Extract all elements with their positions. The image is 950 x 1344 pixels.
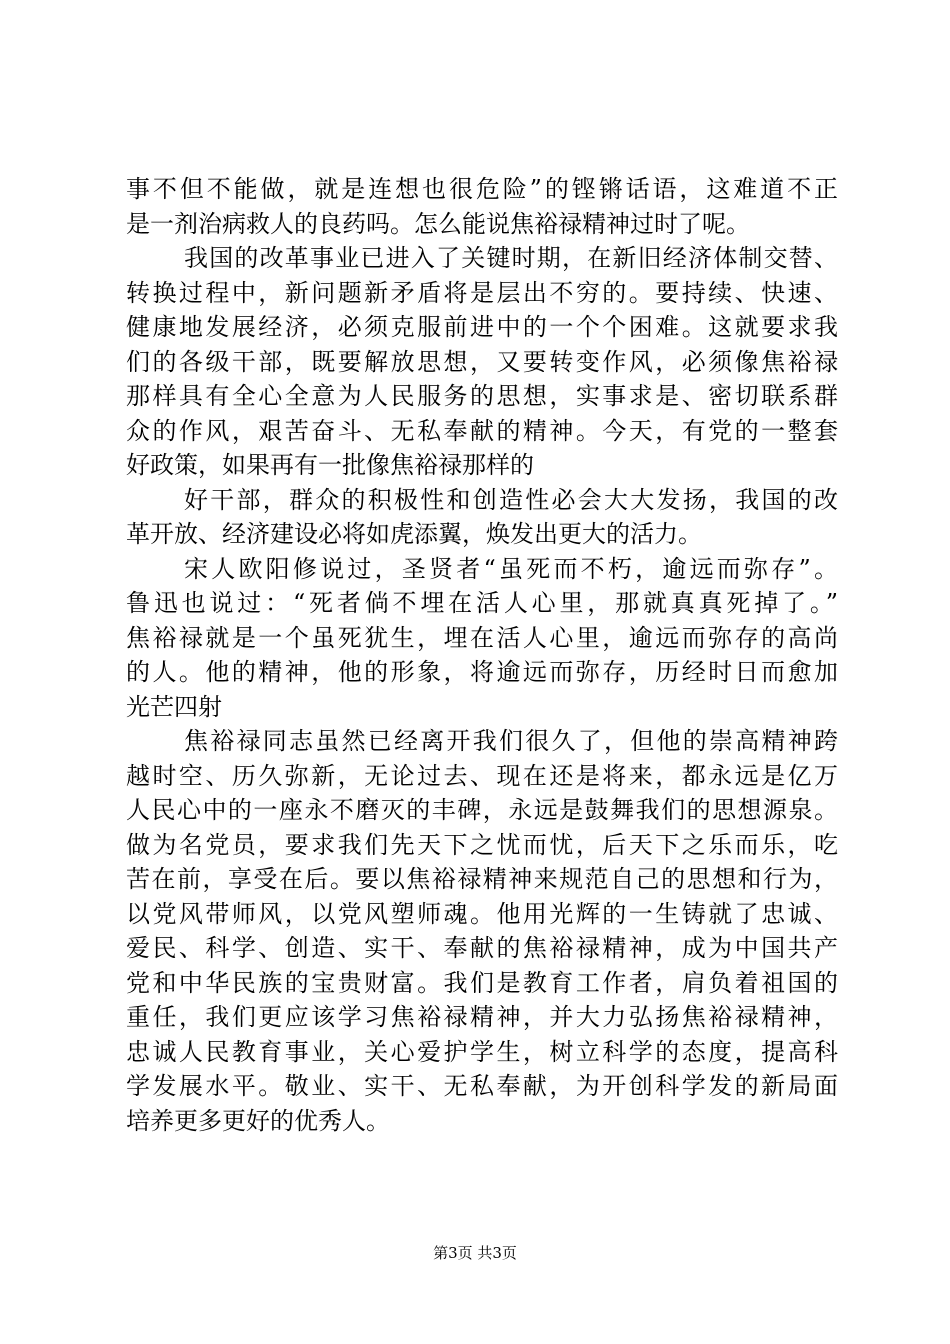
paragraph-first-line: 好干部，群众的积极性和创造性必会大大发扬，我国的改: [184, 485, 838, 514]
text-line: 是一剂治病救人的良药吗。怎么能说焦裕禄精神过时了呢。: [126, 209, 750, 238]
text-line: 好政策，如果再有一批像焦裕禄那样的: [126, 451, 534, 479]
text-line: 学发展水平。敬业、实干、无私奉献，为开创科学发的新局面: [126, 1072, 838, 1100]
text-line: 忠诚人民教育事业，关心爱护学生，树立科学的态度，提高科: [126, 1037, 838, 1066]
paragraph-first-line: 宋人欧阳修说过，圣贤者“虽死而不朽，逾远而弥存”。: [184, 554, 838, 583]
text-line: 众的作风，艰苦奋斗、无私奉献的精神。今天，有党的一整套: [126, 416, 838, 445]
text-line: 的人。他的精神，他的形象，将逾远而弥存，历经时日而愈加: [126, 658, 838, 686]
paragraph-first-line: 我国的改革事业已进入了关键时期，在新旧经济体制交替、: [184, 244, 838, 272]
text-line: 健康地发展经济，必须克服前进中的一个个困难。这就要求我: [126, 313, 838, 341]
text-line: 培养更多更好的优秀人。: [126, 1106, 390, 1135]
page-number-footer: 第3页 共3页: [433, 1244, 517, 1262]
text-line: 苦在前，享受在后。要以焦裕禄精神来规范自己的思想和行为，: [126, 865, 838, 893]
text-line: 光芒四射: [126, 692, 222, 721]
text-line: 做为名党员，要求我们先天下之忧而忧，后天下之乐而乐，吃: [126, 830, 838, 859]
text-line: 党和中华民族的宝贵财富。我们是教育工作者，肩负着祖国的: [126, 968, 838, 997]
text-line: 越时空、历久弥新，无论过去、现在还是将来，都永远是亿万: [126, 761, 838, 790]
text-line: 革开放、经济建设必将如虎添翼，焕发出更大的活力。: [126, 520, 702, 548]
text-line: 爱民、科学、创造、实干、奉献的焦裕禄精神，成为中国共产: [126, 934, 838, 962]
text-line: 以党风带师风，以党风塑师魂。他用光辉的一生铸就了忠诚、: [126, 899, 838, 928]
text-line: 事不但不能做，就是连想也很危险”的铿锵话语，这难道不正: [126, 175, 838, 203]
text-line: 重任，我们更应该学习焦裕禄精神，并大力弘扬焦裕禄精神，: [126, 1003, 838, 1031]
text-line: 人民心中的一座永不磨灭的丰碑，永远是鼓舞我们的思想源泉。: [126, 796, 838, 824]
text-line: 焦裕禄就是一个虽死犹生，埋在活人心里，逾远而弥存的高尚: [126, 623, 838, 652]
text-line: 那样具有全心全意为人民服务的思想，实事求是、密切联系群: [126, 382, 838, 410]
paragraph-first-line: 焦裕禄同志虽然已经离开我们很久了，但他的崇高精神跨: [184, 727, 838, 755]
document-body: [126, 172, 838, 1138]
text-line: 鲁迅也说过：“死者倘不埋在活人心里，那就真真死掉了。”: [126, 589, 838, 617]
text-line: 转换过程中，新问题新矛盾将是层出不穷的。要持续、快速、: [126, 278, 838, 307]
text-line: 们的各级干部，既要解放思想，又要转变作风，必须像焦裕禄: [126, 347, 838, 376]
